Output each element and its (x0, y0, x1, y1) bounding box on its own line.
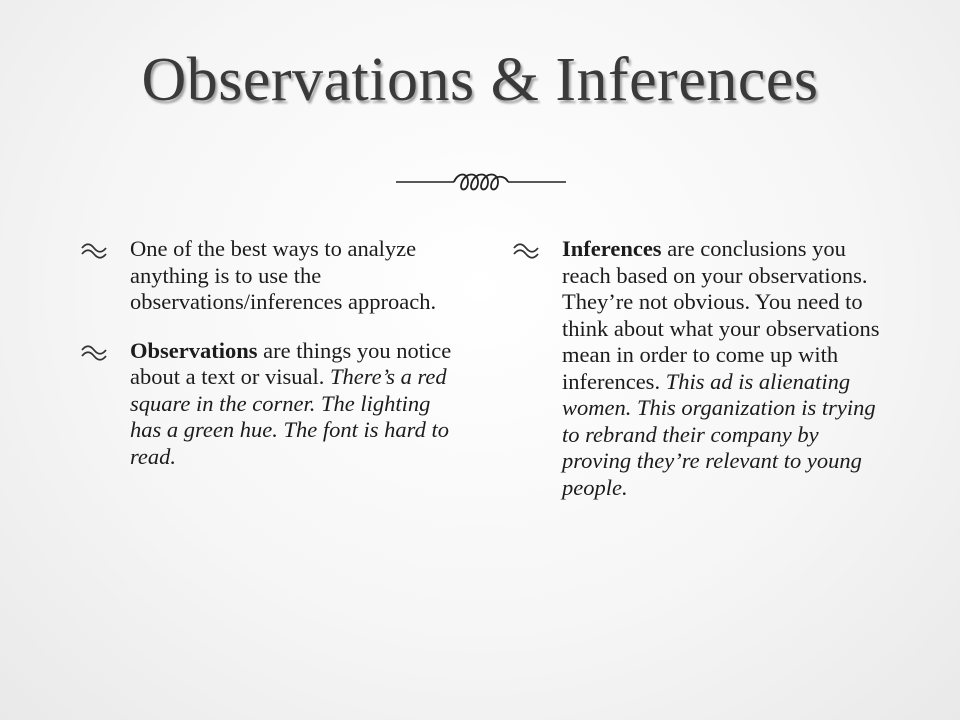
slide-title: Observations & Inferences (141, 46, 819, 114)
inferences-example: This ad is alienating women. This organization is trying to rebrand their company by proving they’re relevant to young people. (562, 368, 876, 500)
observations-definition: are things you notice about a text or visual. (130, 337, 452, 389)
inferences-term: Inferences (562, 236, 662, 261)
inferences-definition: are conclusions you reach based on your observations. They’re not obvious. You need to think about what your observations mean in order to come up with inferences. (562, 236, 880, 394)
double-tilde-bullet-icon (80, 344, 120, 362)
double-tilde-bullet-icon (80, 242, 120, 260)
bullet-observations (80, 338, 452, 471)
bullet-inferences (512, 236, 882, 501)
observations-term: Observations (130, 337, 258, 363)
double-tilde-bullet-icon (512, 242, 552, 260)
flourish-ornament-icon (396, 170, 566, 194)
bullet-intro (80, 236, 452, 316)
left-column (80, 236, 452, 492)
bullet-intro-text: One of the best ways to analyze anything is to use the observations/inferences approach. (130, 236, 437, 314)
right-column (512, 236, 882, 523)
observations-example: There’s a red square in the corner. The lighting has a green hue. The font is hard to read. (130, 364, 449, 469)
